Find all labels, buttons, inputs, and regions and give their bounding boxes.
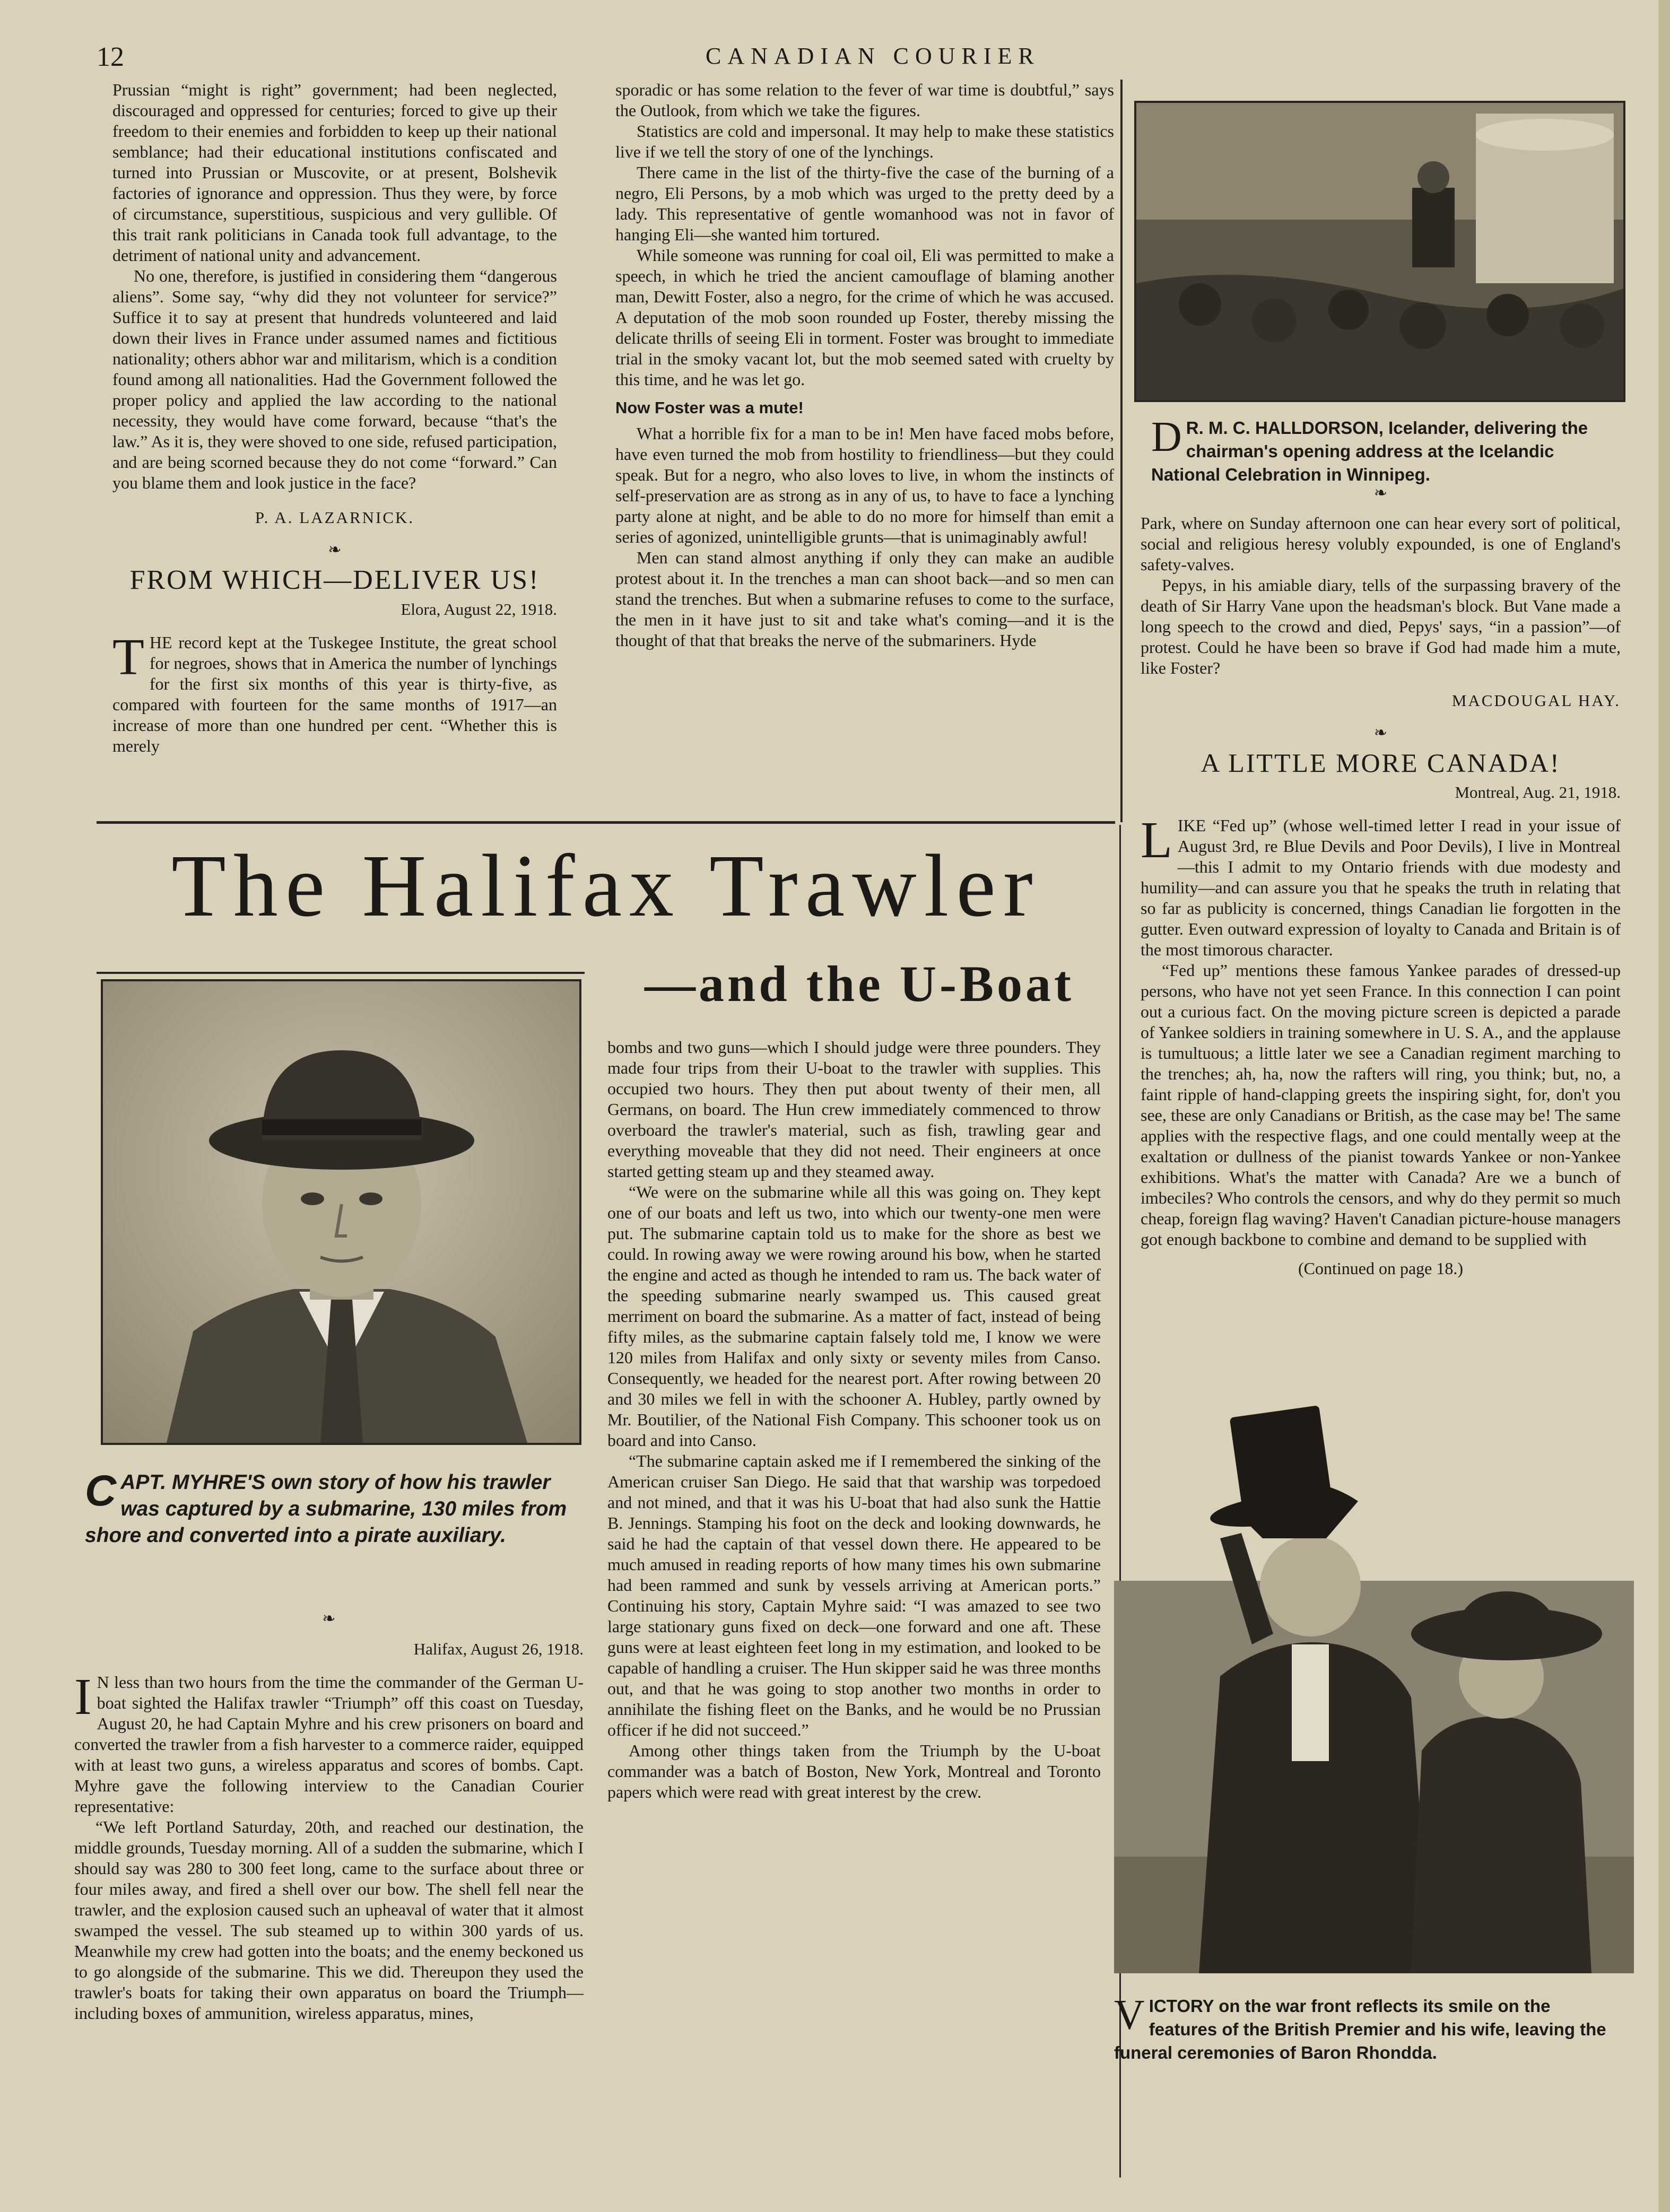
section-rule	[97, 821, 1115, 824]
column-rule	[1120, 80, 1123, 822]
article-text: IKE “Fed up” (whose well-timed letter I read in your issue of August 3rd, re Blue Devils and Poor Devils), I live in Montreal—this I admit to my Ontario friends with due modesty and humility—and can assure you that he speaks the truth in relating that so far as publicity is concerned, things Canadian lie forgotten in the gutter. Even outward expression of loyalty to Canada and Britain is of the most timorous character.	[1141, 816, 1621, 959]
caption-text: R. M. C. HALLDORSON, Icelander, delivering the chairman's opening address at the Icelandic National Celebration in Winnipeg.	[1151, 418, 1588, 484]
article-headline: A LITTLE MORE CANADA!	[1201, 748, 1561, 778]
portrait-caption	[85, 1469, 584, 1549]
article-paragraph	[1141, 812, 1621, 960]
author-signature: P. A. LAZARNICK.	[255, 508, 415, 527]
caption-drop-cap: C	[85, 1467, 117, 1515]
ornament-icon: ❧	[328, 541, 342, 559]
article-subhead: Now Foster was a mute!	[615, 398, 804, 417]
author-signature: MACDOUGAL HAY.	[1451, 691, 1621, 710]
article-paragraph: “We left Portland Saturday, 20th, and reached our destination, the middle grounds, Tuesday morning. All of a sudden the submarine, which I should say was 280 to 300 feet long, came to the surface about three or four miles away, and fired a shell over our bow. The shell fell near the trawler, and the explosion caused such an upheaval of water that it almost swamped the vessel. The sub steamed up to within 300 yards of us. Meanwhile my crew had gotten into the boats; and the enemy beckoned us to go alongside of the submarine. This we did. Thereupon they used the trawler's boats for taking their own apparatus on board the Triumph—including boxes of ammunition, wireless apparatus, mines,	[74, 1817, 584, 2023]
feature-column-1	[74, 1597, 584, 2024]
caption-drop-cap: D	[1151, 414, 1182, 460]
premier-caption	[1114, 1992, 1623, 2065]
title-rule	[97, 972, 585, 974]
article-paragraph: While someone was running for coal oil, Eli was permitted to make a speech, in which he tried the ancient camouflage of blaming another man, Dewitt Foster, also a negro, for the crime of which he was accused. A deputation of the mob soon rounded up Foster, thereby missing the delicate thrills of seeing Eli in torment. Foster was brought to immediate trial in the smoky vacant lot, but the mob seemed sated with cruelty by this time, and he was let go.	[615, 246, 1114, 389]
article-paragraph: Among other things taken from the Triumph by the U-boat commander was a batch of Boston, New York, Montreal and Toronto papers which were read with great interest by the crew.	[607, 1741, 1101, 1801]
feature-subtitle: —and the U-Boat	[644, 955, 1075, 1012]
column-1-top	[112, 80, 557, 756]
ornament-icon: ❧	[1373, 484, 1388, 502]
article-paragraph: “We were on the submarine while all this was going on. They kept one of our boats and left us two, into which our twenty-one men were put. The submarine captain told us to make for the shore as best we could. In rowing away we were rowing around his bow, when he started the engine and acted as though he intended to ram us. The back water of the speeding submarine nearly swamped us. This caused great merriment on board the submarine. As a matter of fact, instead of being fifty miles, as the submarine captain falsely told me, I know we were 120 miles from Halifax and only sixty or seventy miles from Canso. Consequently, we headed for the nearest port. After rowing between 20 and 30 miles we fell in with the schooner A. Hubley, partly owned by Mr. Boutilier, of the National Fish Company. This schooner took us on board and into Canso.	[607, 1182, 1101, 1450]
feature-title: The Halifax Trawler	[171, 837, 1040, 935]
article-text: HE record kept at the Tuskegee Institute, the great school for negroes, shows that in America the number of lynchings for the first six months of this year is thirty-five, as compared with fourteen for the same months of 1917—an increase of more than one hundred per cent. “Whether this is merely	[112, 633, 557, 755]
continued-note: (Continued on page 18.)	[1298, 1259, 1464, 1278]
article-paragraph: What a horrible fix for a man to be in! Men have faced mobs before, have even turned the mob from hostility to friendliness—but they could speak. But for a negro, who also loves to live, in whom the instincts of self-preservation are as strong as in any of us, to have to face a lynching party alone at night, and be able to do no more for himself than emit a series of agonized, unintelligible grunts—that is unimaginably awful!	[615, 424, 1114, 546]
running-title: CANADIAN COURIER	[706, 43, 1040, 69]
article-dateline: Montreal, Aug. 21, 1918.	[1455, 783, 1621, 802]
article-paragraph: “The submarine captain asked me if I remembered the sinking of the American cruiser San Diego. He said that that warship was torpedoed and not mined, and that it was his U-boat that had also sunk the Hattie B. Jennings. Stamping his foot on the deck and looking downwards, he said he had the captain of that vessel down there. He appeared to be much amused in reading reports of how many times his own submarine had been rammed and sunk by vessels arriving at American ports.” Continuing his story, Captain Myhre said: “I was amazed to see two large stationary guns fixed on deck—one forward and one aft. These guns were at least eighteen feet long in my estimation, and looked to be capable of handling a cruiser. The Hun skipper said he was three months out, and that he was going to stop another two months in order to annihilate the fishing fleet on the Banks, and he would be no Prussian officer if he did not succeed.”	[607, 1451, 1101, 1739]
drop-cap: I	[74, 1668, 92, 1726]
ornament-icon: ❧	[1373, 724, 1388, 742]
article-paragraph: Men can stand almost anything if only they can make an audible protest about it. In the trenches a man can shoot back—and so men can stand the trenches. But when a submarine refuses to come to the surface, the men in it have just to sit and take what's coming—and it is the thought of that that breaks the nerve of the submariners. Hyde	[615, 548, 1114, 650]
article-text: N less than two hours from the time the commander of the German U-boat sighted the Halifax trawler “Triumph” off this coast on Tuesday, August 20, he had Captain Myhre and his crew prisoners on board and converted the trawler from a fish harvester to a commerce raider, equipped with at least two guns, a wireless apparatus and scores of bombs. Capt. Myhre gave the following interview to the Canadian Courier representative:	[74, 1673, 584, 1816]
article-paragraph	[74, 1668, 584, 1817]
halldorson-caption	[1151, 416, 1618, 486]
feature-column-2	[607, 1037, 1101, 1802]
drop-cap: L	[1141, 812, 1172, 869]
page-number: 12	[97, 42, 124, 72]
article-paragraph: No one, therefore, is justified in considering them “dangerous aliens”. Some say, “why did they not volunteer for service?” Suffice it to say at present that hundreds volunteered and laid down their lives in France under assumed names and fictitious nationality; others abhor war and militarism, which is a condition found among all nationalities. Had the Government followed the proper policy and applied the law according to the national necessity, they would have come forward, because “that's the law.” As it is, they were shoved to one side, refused participation, and are being scorned because they do not come “forward.” Can you blame them and look justice in the face?	[112, 266, 557, 492]
speaker-crowd-photo	[1134, 101, 1625, 402]
feature-dateline: Halifax, August 26, 1918.	[413, 1640, 584, 1658]
article-headline: FROM WHICH—DELIVER US!	[129, 565, 540, 595]
article-paragraph: There came in the list of the thirty-five the case of the burning of a negro, Eli Persons, by a mob which was urged to the pretty deed by a lady. This representative of gentle womanhood was not in favor of hanging Eli—she wanted him tortured.	[615, 163, 1114, 244]
article-paragraph: bombs and two guns—which I should judge were three pounders. They made four trips from their U-boat to the trawler with supplies. This occupied two hours. They then put about twenty of their men, all Germans, on board. The Hun crew immediately commenced to throw overboard the trawler's material, such as fish, trawling gear and everything moveable that they did not need. Their engineers at once started getting steam up and they steamed away.	[607, 1038, 1101, 1181]
drop-cap: T	[112, 629, 144, 686]
article-paragraph: Park, where on Sunday afternoon one can hear every sort of political, social and religious heresy volubly expounded, is one of England's safety-valves.	[1141, 513, 1621, 574]
article-paragraph: Prussian “might is right” government; had been neglected, discouraged and oppressed for centuries; forced to give up their freedom to their enemies and forbidden to keep up their national semblance; had their educational institutions confiscated and turned into Prussian or Muscovite, or at present, Bolshevik factories of ignorance and oppression. Thus they were, by force of circumstance, superstitious, suspicious and very gullible. Of this trait rank politicians in Canada took full advantage, to the detriment of national unity and advancement.	[112, 80, 557, 265]
article-paragraph: Statistics are cold and impersonal. It may help to make these statistics live if we tell the story of one of the lynchings.	[615, 121, 1114, 161]
article-dateline: Elora, August 22, 1918.	[401, 600, 557, 619]
article-paragraph: sporadic or has some relation to the fever of war time is doubtful,” says the Outlook, from which we take the figures.	[615, 80, 1114, 120]
article-paragraph	[112, 629, 557, 756]
portrait-illustration	[103, 981, 579, 1443]
crowd-illustration	[1136, 103, 1623, 400]
premier-and-wife-photo	[1114, 1379, 1634, 1973]
column-3-text	[1141, 483, 1621, 1279]
page-edge	[1658, 0, 1670, 2212]
captain-portrait-photo	[101, 979, 581, 1445]
caption-drop-cap: V	[1114, 1992, 1145, 2039]
caption-text: ICTORY on the war front reflects its smile on the features of the British Premier and his wife, leaving the funeral ceremonies of Baron Rhondda.	[1114, 1996, 1606, 2062]
caption-text: APT. MYHRE'S own story of how his trawler was captured by a submarine, 130 miles from shore and converted into a pirate auxiliary.	[85, 1471, 567, 1547]
premier-illustration	[1114, 1379, 1634, 1973]
column-2-top	[615, 80, 1114, 651]
article-paragraph: “Fed up” mentions these famous Yankee parades of dressed-up persons, who have not yet seen France. In this connection I can point out a curious fact. On the moving picture screen is depicted a parade of Yankee soldiers in training somewhere in U. S. A., and the applause is tumultuous; a little later we see a Canadian regiment marching to the trenches; ah, ha, now the rafters will ring, you think; but, no, a faint ripple of hand-clapping greets the inspiring sight, for, don't you see, these are only Canadians or British, as the case may be! The same applies with the respective flags, and one could mentally weep at the exaltation or dullness of the pianist towards Yankee or non-Yankee exhibitions. What's the matter with Canada? Are we a bunch of imbeciles? Who controls the censors, and why do they permit so much cheap, foreign flag waving? Haven't Canadian picture-house managers got enough backbone to combine and demand to be supplied with	[1141, 961, 1621, 1249]
article-paragraph: Pepys, in his amiable diary, tells of the surpassing bravery of the death of Sir Harry Vane upon the headsman's block. But Vane made a long speech to the crowd and died, Pepys' says, “in a passion”—of protest. Could he have been so brave if God had made him a mute, like Foster?	[1141, 576, 1621, 677]
ornament-icon: ❧	[322, 1610, 336, 1627]
